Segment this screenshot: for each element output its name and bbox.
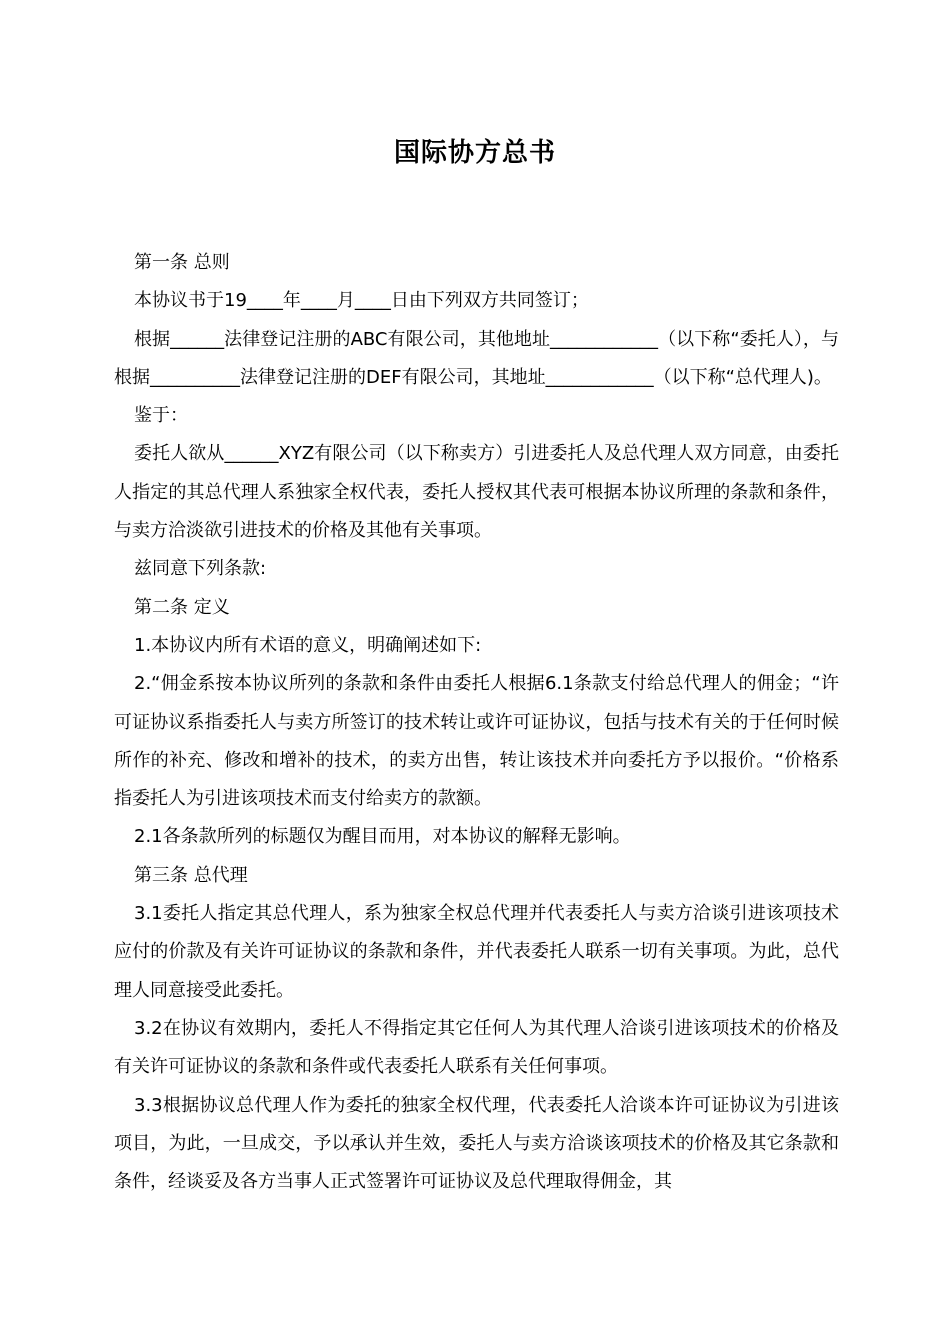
clause-3-1: 3.1委托人指定其总代理人，系为独家全权总代理并代表委托人与卖方洽谈引进该项技术应付的价款及有关许可证协议的条款和条件，并代表委托人联系一切有关事项。为此，总代理人同意接受此委托。	[114, 903, 839, 1001]
whereas-paragraph: 委托人欲从______XYZ有限公司（以下称卖方）引进委托人及总代理人双方同意，由委托人指定的其总代理人系独家全权代表，委托人授权其代表可根据本协议所理的条款和条件，与卖方洽淡欲引进技术的价格及其他有关事项。	[114, 443, 839, 542]
agreement-intro: 兹同意下列条款:	[134, 558, 267, 580]
clause-1: 1.本协议内所有术语的意义，明确阐述如下:	[134, 634, 482, 656]
article-3-heading: 第三条 总代理	[134, 864, 248, 886]
clause-3-3: 3.3根据协议总代理人作为委托的独家全权代理，代表委托人洽谈本许可证协议为引进该项目，为此，一旦成交，予以承认并生效，委托人与卖方洽谈该项技术的价格及其它条款和条件，经谈妥及各方当事人正式签署许可证协议及总代理取得佣金，其	[114, 1094, 839, 1193]
document-body	[114, 244, 839, 1201]
parties-paragraph: 根据______法律登记注册的ABC有限公司，其他地址____________（以下称“委托人），与根据__________法律登记注册的DEF有限公司，其地址____________（以下称“总代理人)。	[114, 328, 839, 388]
article-2-heading: 第二条 定义	[134, 596, 230, 618]
clause-2: 2.“佣金系按本协议所列的条款和条件由委托人根据6.1条款支付给总代理人的佣金；“许可证协议系指委托人与卖方所签订的技术转让或许可证协议，包括与技术有关的于任何时候所作的补充、修改和增补的技术，的卖方出售，转让该技术并向委托方予以报价。“价格系指委托人为引进该项技术而支付给卖方的款额。	[114, 673, 839, 810]
clause-3-2: 3.2在协议有效期内，委托人不得指定其它任何人为其代理人洽谈引进该项技术的价格及有关许可证协议的条款和条件或代表委托人联系有关任何事项。	[114, 1017, 839, 1078]
clause-2-1: 2.1各条款所列的标题仅为醒目而用，对本协议的解释无影响。	[134, 826, 631, 848]
signing-date-paragraph: 本协议书于19____年____月____日由下列双方共同签订；	[134, 290, 589, 312]
whereas-label: 鉴于：	[134, 405, 188, 427]
document-title: 国际协方总书	[393, 138, 556, 168]
article-1-heading: 第一条 总则	[134, 252, 230, 273]
